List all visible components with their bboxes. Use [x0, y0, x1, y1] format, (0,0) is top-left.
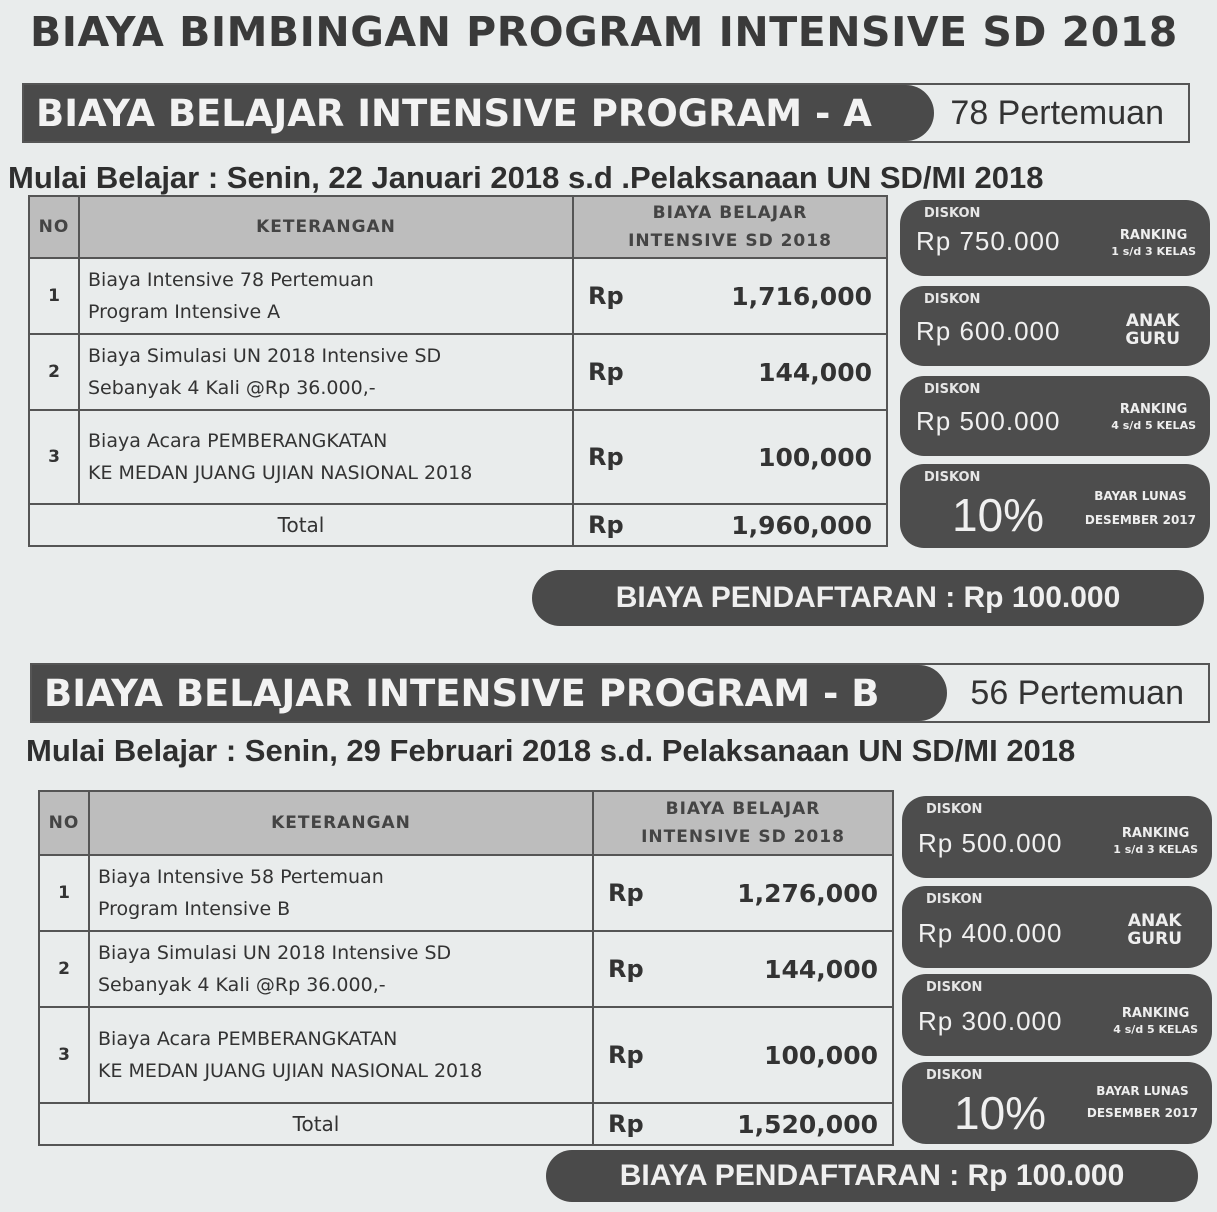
discount-label: DISKON — [924, 206, 981, 221]
table-row — [29, 258, 887, 334]
row-desc-line2: Sebanyak 4 Kali @Rp 36.000,- — [88, 377, 376, 399]
row-desc — [89, 1007, 593, 1103]
discount-label: DISKON — [924, 292, 981, 307]
col-no-header: NO — [29, 196, 79, 258]
table-row — [29, 334, 887, 410]
row-desc — [79, 410, 573, 504]
discount-label: DISKON — [926, 892, 983, 907]
row-amount: 144,000 — [649, 334, 887, 410]
col-cost-header-line2: INTENSIVE SD 2018 — [628, 231, 832, 251]
row-desc-line1: Biaya Acara PEMBERANGKATAN — [88, 430, 388, 452]
table-row — [39, 931, 893, 1007]
total-currency: Rp — [573, 504, 649, 546]
discount-note-line2: DESEMBER 2017 — [1086, 1106, 1198, 1120]
row-desc-line1: Biaya Intensive 78 Pertemuan — [88, 269, 374, 291]
page-title: BIAYA BIMBINGAN PROGRAM INTENSIVE SD 2018 — [30, 8, 1178, 56]
col-cost-header-line2: INTENSIVE SD 2018 — [641, 827, 845, 847]
row-amount: 144,000 — [669, 931, 893, 1007]
discount-note-line2: GURU — [1127, 929, 1182, 949]
discount-note — [1127, 912, 1182, 948]
discount-badge — [900, 286, 1210, 366]
discount-label: DISKON — [926, 802, 983, 817]
row-desc-line1: Biaya Intensive 58 Pertemuan — [98, 866, 384, 888]
discount-note — [1087, 1080, 1198, 1124]
discount-note-line2: 1 s/d 3 KELAS — [1111, 245, 1196, 258]
discount-note — [1111, 402, 1196, 434]
table-header-row — [39, 791, 893, 855]
total-label: Total — [39, 1103, 593, 1145]
row-no: 2 — [39, 931, 89, 1007]
program-a-banner-title: BIAYA BELAJAR INTENSIVE PROGRAM - A — [24, 85, 934, 141]
program-b-start-date: Mulai Belajar : Senin, 29 Februari 2018 s.d. Pelaksanaan UN SD/MI 2018 — [26, 733, 1076, 768]
row-amount: 1,276,000 — [669, 855, 893, 931]
col-cost-header — [593, 791, 893, 855]
row-no: 2 — [29, 334, 79, 410]
program-b-banner — [30, 663, 1210, 723]
discount-note-line1: RANKING — [1119, 228, 1188, 243]
discount-note — [1111, 228, 1196, 260]
discount-amount: Rp 300.000 — [918, 1006, 1063, 1036]
program-a-fee-table — [28, 195, 888, 547]
discount-note-line2: 1 s/d 3 KELAS — [1113, 843, 1198, 856]
row-desc — [89, 855, 593, 931]
discount-note-line1: RANKING — [1121, 826, 1190, 841]
program-a-meetings: 78 Pertemuan — [950, 93, 1164, 132]
total-amount: 1,960,000 — [649, 504, 887, 546]
row-desc-line2: Sebanyak 4 Kali @Rp 36.000,- — [98, 974, 386, 996]
program-b-meetings: 56 Pertemuan — [970, 673, 1184, 712]
registration-fee-banner: BIAYA PENDAFTARAN : Rp 100.000 — [546, 1150, 1198, 1202]
discount-note-line1: ANAK — [1127, 911, 1182, 931]
program-b-fee-table — [38, 790, 894, 1146]
row-desc — [79, 258, 573, 334]
discount-label: DISKON — [926, 1068, 983, 1083]
table-total-row — [29, 504, 887, 546]
total-amount: 1,520,000 — [669, 1103, 893, 1145]
program-a-banner — [22, 83, 1190, 143]
table-header-row — [29, 196, 887, 258]
row-currency: Rp — [573, 334, 649, 410]
discount-badge — [900, 200, 1210, 276]
discount-badge — [902, 796, 1212, 878]
program-b-banner-title: BIAYA BELAJAR INTENSIVE PROGRAM - B — [32, 665, 947, 721]
col-desc-header: KETERANGAN — [89, 791, 593, 855]
discount-percent: 10% — [954, 1087, 1047, 1139]
row-currency: Rp — [573, 258, 649, 334]
discount-note-line1: ANAK — [1125, 311, 1180, 331]
discount-note-line1: RANKING — [1119, 402, 1188, 417]
discount-label: DISKON — [926, 980, 983, 995]
discount-badge — [900, 376, 1210, 456]
program-a-start-date: Mulai Belajar : Senin, 22 Januari 2018 s.d .Pelaksanaan UN SD/MI 2018 — [8, 160, 1044, 195]
table-total-row — [39, 1103, 893, 1145]
row-desc-line1: Biaya Simulasi UN 2018 Intensive SD — [88, 345, 442, 367]
discount-badge — [900, 464, 1210, 548]
col-desc-header: KETERANGAN — [79, 196, 573, 258]
row-desc — [79, 334, 573, 410]
table-row — [39, 1007, 893, 1103]
discount-note-line1: RANKING — [1121, 1006, 1190, 1021]
row-currency: Rp — [593, 1007, 669, 1103]
discount-note-line2: GURU — [1125, 329, 1180, 349]
discount-amount: Rp 750.000 — [916, 226, 1061, 256]
col-cost-header — [573, 196, 887, 258]
discount-badge — [902, 1062, 1212, 1144]
col-cost-header-line1: BIAYA BELAJAR — [665, 799, 821, 819]
discount-note-line1: BAYAR LUNAS — [1094, 489, 1187, 503]
row-no: 1 — [39, 855, 89, 931]
row-desc-line2: KE MEDAN JUANG UJIAN NASIONAL 2018 — [98, 1060, 483, 1082]
total-currency: Rp — [593, 1103, 669, 1145]
discount-note — [1113, 1006, 1198, 1038]
col-no-header: NO — [39, 791, 89, 855]
discount-note — [1113, 826, 1198, 858]
discount-label: DISKON — [924, 382, 981, 397]
row-no: 3 — [29, 410, 79, 504]
discount-badge — [902, 974, 1212, 1056]
row-desc — [89, 931, 593, 1007]
discount-note-line2: 4 s/d 5 KELAS — [1113, 1023, 1198, 1036]
discount-note-line1: BAYAR LUNAS — [1096, 1084, 1189, 1098]
row-desc-line2: Program Intensive B — [98, 898, 291, 920]
row-currency: Rp — [593, 931, 669, 1007]
row-desc-line1: Biaya Simulasi UN 2018 Intensive SD — [98, 942, 452, 964]
discount-amount: Rp 400.000 — [918, 918, 1063, 948]
discount-percent: 10% — [952, 489, 1045, 541]
discount-badge — [902, 886, 1212, 968]
row-amount: 100,000 — [649, 410, 887, 504]
table-row — [29, 410, 887, 504]
discount-note-line2: 4 s/d 5 KELAS — [1111, 419, 1196, 432]
row-no: 1 — [29, 258, 79, 334]
registration-fee-banner: BIAYA PENDAFTARAN : Rp 100.000 — [532, 570, 1204, 626]
row-desc-line2: KE MEDAN JUANG UJIAN NASIONAL 2018 — [88, 462, 473, 484]
table-row — [39, 855, 893, 931]
discount-note-line2: DESEMBER 2017 — [1084, 513, 1196, 527]
row-desc-line1: Biaya Acara PEMBERANGKATAN — [98, 1028, 398, 1050]
row-currency: Rp — [593, 855, 669, 931]
discount-note — [1085, 484, 1196, 532]
row-amount: 100,000 — [669, 1007, 893, 1103]
row-currency: Rp — [573, 410, 649, 504]
discount-note — [1125, 312, 1180, 348]
row-amount: 1,716,000 — [649, 258, 887, 334]
discount-amount: Rp 600.000 — [916, 316, 1061, 346]
discount-amount: Rp 500.000 — [916, 406, 1061, 436]
discount-amount: Rp 500.000 — [918, 828, 1063, 858]
row-desc-line2: Program Intensive A — [88, 301, 281, 323]
col-cost-header-line1: BIAYA BELAJAR — [652, 203, 808, 223]
total-label: Total — [29, 504, 573, 546]
row-no: 3 — [39, 1007, 89, 1103]
discount-label: DISKON — [924, 470, 981, 485]
